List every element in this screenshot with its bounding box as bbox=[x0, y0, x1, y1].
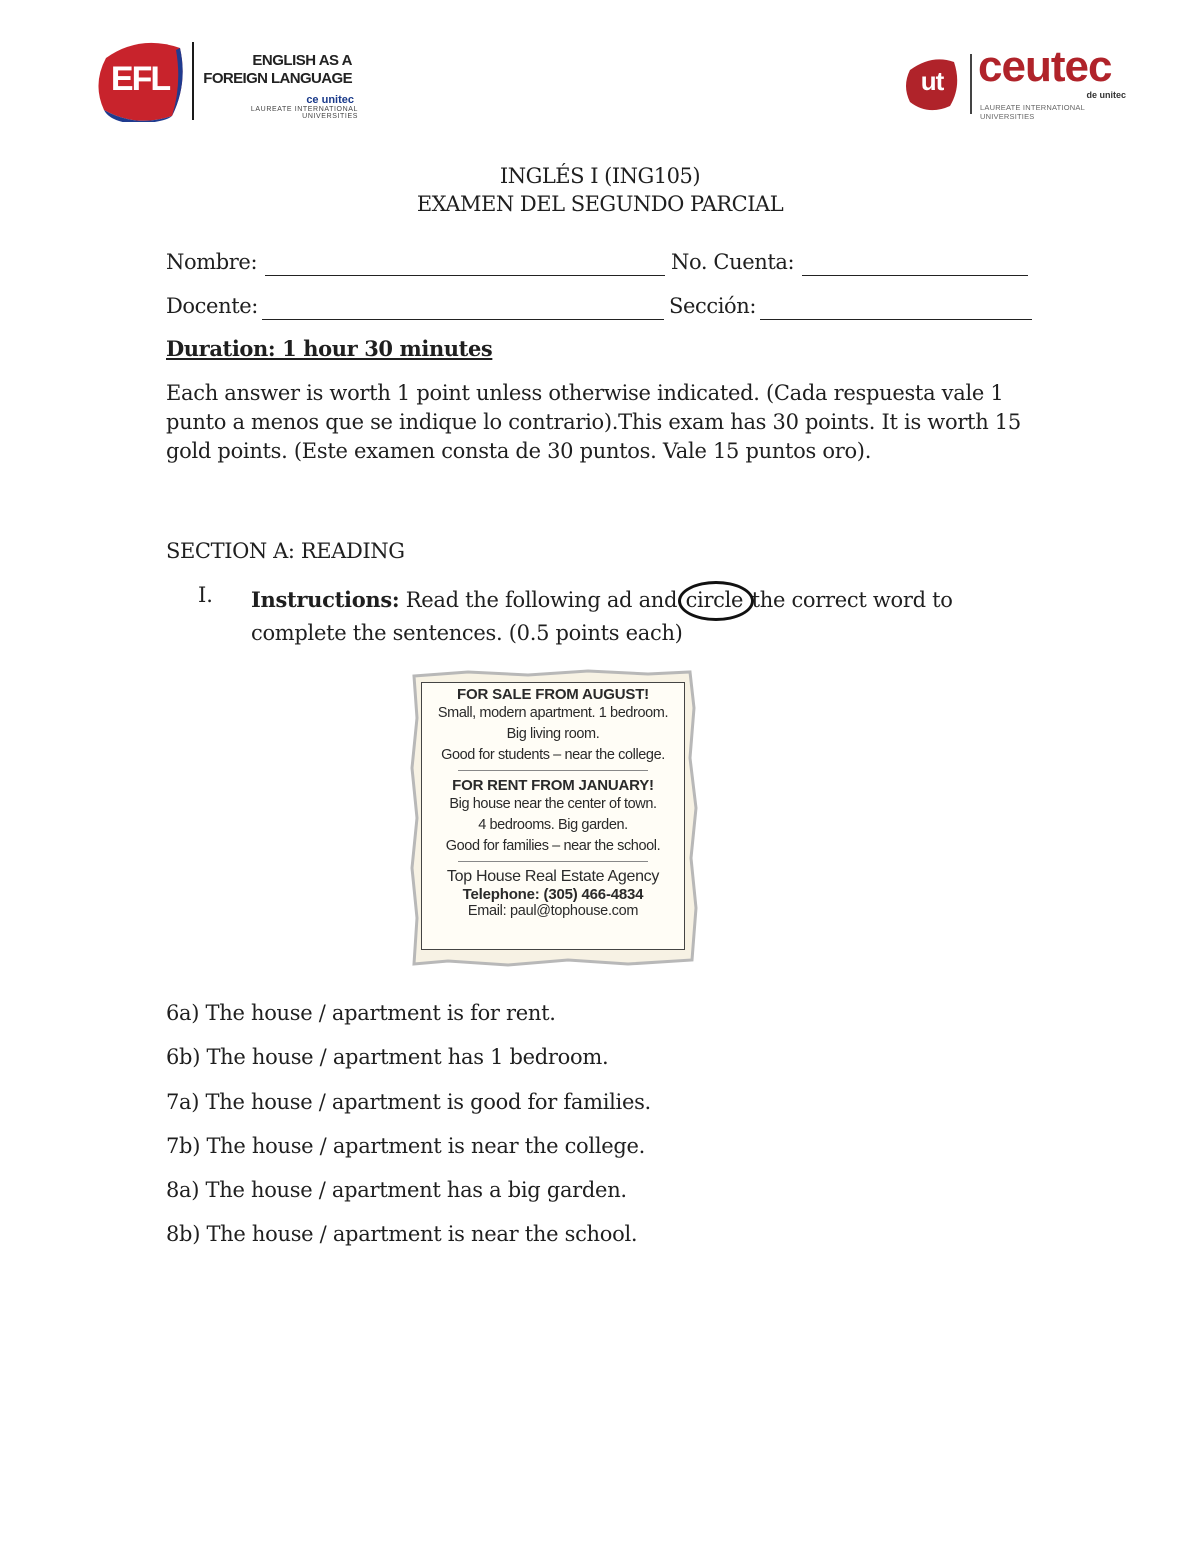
question-8a: 8a) The house / apartment has a big garden. bbox=[166, 1178, 627, 1202]
ceutec-wordmark: ceutec bbox=[978, 42, 1112, 91]
nombre-field[interactable] bbox=[265, 251, 665, 276]
instructions-label: Instructions: bbox=[251, 587, 400, 612]
docente-label: Docente: bbox=[166, 294, 258, 318]
docente-field[interactable] bbox=[262, 295, 664, 320]
instructions-pre: Read the following ad and bbox=[405, 588, 678, 612]
intro-paragraph: Each answer is worth 1 point unless otherwise indicated. (Cada respuesta vale 1 punto a menos que se indique lo contrario).This exam has 30 points. It is worth 15 gold points. (Este examen consta de 30 puntos. Vale 15 puntos oro). bbox=[166, 381, 1021, 463]
circle-word-text: circle bbox=[685, 588, 744, 612]
course-title: INGLÉS I (ING105) bbox=[499, 164, 701, 188]
efl-badge-text: EFL bbox=[110, 60, 170, 98]
ceutec-tagline: LAUREATE INTERNATIONAL UNIVERSITIES bbox=[980, 103, 1085, 121]
efl-line4: LAUREATE INTERNATIONAL UNIVERSITIES bbox=[250, 106, 358, 120]
ad-rent-line: 4 bedrooms. Big garden. bbox=[478, 817, 628, 833]
efl-logo bbox=[96, 38, 366, 128]
part-numeral: I. bbox=[198, 583, 213, 607]
seccion-field[interactable] bbox=[760, 295, 1032, 320]
question-8b: 8b) The house / apartment is near the school. bbox=[166, 1222, 638, 1246]
duration-heading: Duration: 1 hour 30 minutes bbox=[166, 336, 493, 361]
ceutec-sub: de unitec bbox=[1086, 90, 1126, 100]
ut-badge-text: ut bbox=[920, 66, 944, 96]
ad-divider bbox=[458, 861, 648, 862]
question-6a: 6a) The house / apartment is for rent. bbox=[166, 1001, 556, 1025]
ad-sale-line: Good for students – near the college. bbox=[441, 747, 665, 763]
efl-line3: ce unitec bbox=[306, 94, 354, 106]
instructions bbox=[251, 583, 1051, 650]
circle-word bbox=[684, 584, 746, 617]
ceutec-divider bbox=[970, 54, 972, 114]
ad-sale-line: Big living room. bbox=[506, 726, 600, 742]
ad-rent-line: Big house near the center of town. bbox=[449, 796, 657, 812]
circle-oval-mark bbox=[678, 581, 754, 621]
ad-divider bbox=[458, 770, 648, 771]
cuenta-label: No. Cuenta: bbox=[671, 250, 795, 274]
ad-content-box bbox=[421, 682, 685, 950]
exam-title: EXAMEN DEL SEGUNDO PARCIAL bbox=[416, 192, 784, 216]
efl-line2: FOREIGN LANGUAGE bbox=[203, 70, 352, 87]
ad-email: Email: paul@tophouse.com bbox=[467, 903, 639, 919]
ad-rent-line: Good for families – near the school. bbox=[445, 838, 661, 854]
nombre-label: Nombre: bbox=[166, 250, 258, 274]
section-a-title: SECTION A: READING bbox=[166, 539, 405, 563]
ad-phone: Telephone: (305) 466-4834 bbox=[462, 886, 644, 903]
ad-rent-heading: FOR RENT FROM JANUARY! bbox=[452, 777, 654, 794]
question-6b: 6b) The house / apartment has 1 bedroom. bbox=[166, 1045, 609, 1069]
seccion-label: Sección: bbox=[669, 294, 757, 318]
ad-sale-heading: FOR SALE FROM AUGUST! bbox=[457, 686, 649, 703]
ad-sale-line: Small, modern apartment. 1 bedroom. bbox=[437, 705, 669, 721]
instructions-post: the correct word to complete the sentences. (0.5 points each) bbox=[251, 588, 953, 645]
question-7a: 7a) The house / apartment is good for families. bbox=[166, 1090, 651, 1114]
question-7b: 7b) The house / apartment is near the college. bbox=[166, 1134, 646, 1158]
cuenta-field[interactable] bbox=[802, 251, 1028, 276]
ceutec-logo bbox=[904, 42, 1130, 121]
ad-agency: Top House Real Estate Agency bbox=[446, 868, 660, 885]
real-estate-ad bbox=[408, 668, 700, 968]
efl-line1: ENGLISH AS A bbox=[252, 52, 352, 69]
